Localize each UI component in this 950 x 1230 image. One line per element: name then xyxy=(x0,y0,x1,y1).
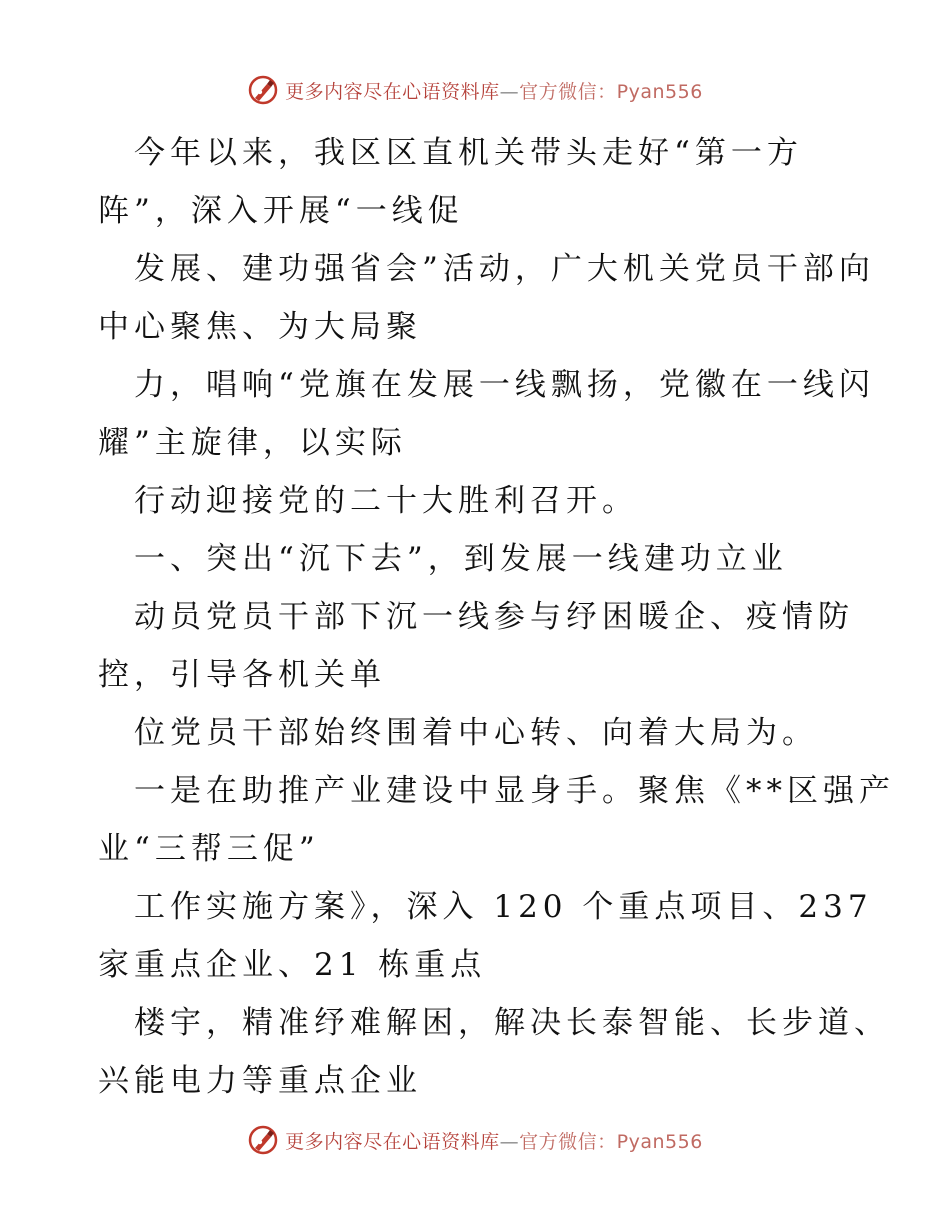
paragraph-line: 中心聚焦、为大局聚 xyxy=(98,309,422,345)
watermark-banner-top xyxy=(0,72,950,108)
paragraph-line: 发展、建功强省会”活动，广大机关党员干部向 xyxy=(134,251,875,287)
paragraph-line: 力，唱响“党旗在发展一线飘扬，党徽在一线闪 xyxy=(134,367,875,403)
document-body xyxy=(98,124,895,1110)
watermark-separator: — xyxy=(499,80,520,103)
paragraph-line: 位党员干部始终围着中心转、向着大局为。 xyxy=(134,715,818,751)
paragraph-line: 一是在助推产业建设中显身手。聚焦《**区强产 xyxy=(134,773,895,809)
watermark-text xyxy=(285,77,703,104)
paragraph-line: 家重点企业、21 栋重点 xyxy=(98,947,487,983)
pen-logo-icon xyxy=(247,1124,279,1156)
paragraph-line: 耀”主旋律，以实际 xyxy=(98,425,407,461)
watermark-banner-bottom xyxy=(0,1122,950,1158)
paragraph-line: 工作实施方案》，深入 120 个重点项目、237 xyxy=(134,889,873,925)
watermark-suffix: 官方微信：Pyan556 xyxy=(519,80,703,103)
paragraph-line: 今年以来，我区区直机关带头走好“第一方 xyxy=(134,135,803,171)
paragraph-line: 阵”，深入开展“一线促 xyxy=(98,193,464,229)
pen-logo-icon xyxy=(247,74,279,106)
paragraph-line: 兴能电力等重点企业 xyxy=(98,1063,422,1099)
watermark-main: 更多内容尽在心语资料库 xyxy=(285,80,500,103)
paragraph-line: 业“三帮三促” xyxy=(98,831,320,867)
paragraph-line: 楼宇，精准纾难解困，解决长泰智能、长步道、 xyxy=(134,1005,890,1041)
section-heading: 一、突出“沉下去”，到发展一线建功立业 xyxy=(134,541,788,577)
paragraph-line: 行动迎接党的二十大胜利召开。 xyxy=(134,483,638,519)
watermark-suffix: 官方微信：Pyan556 xyxy=(519,1130,703,1153)
paragraph-line: 动员党员干部下沉一线参与纾困暖企、疫情防 xyxy=(134,599,854,635)
watermark-text xyxy=(285,1127,703,1154)
paragraph-line: 控，引导各机关单 xyxy=(98,657,386,693)
watermark-separator: — xyxy=(499,1130,520,1153)
watermark-main: 更多内容尽在心语资料库 xyxy=(285,1130,500,1153)
